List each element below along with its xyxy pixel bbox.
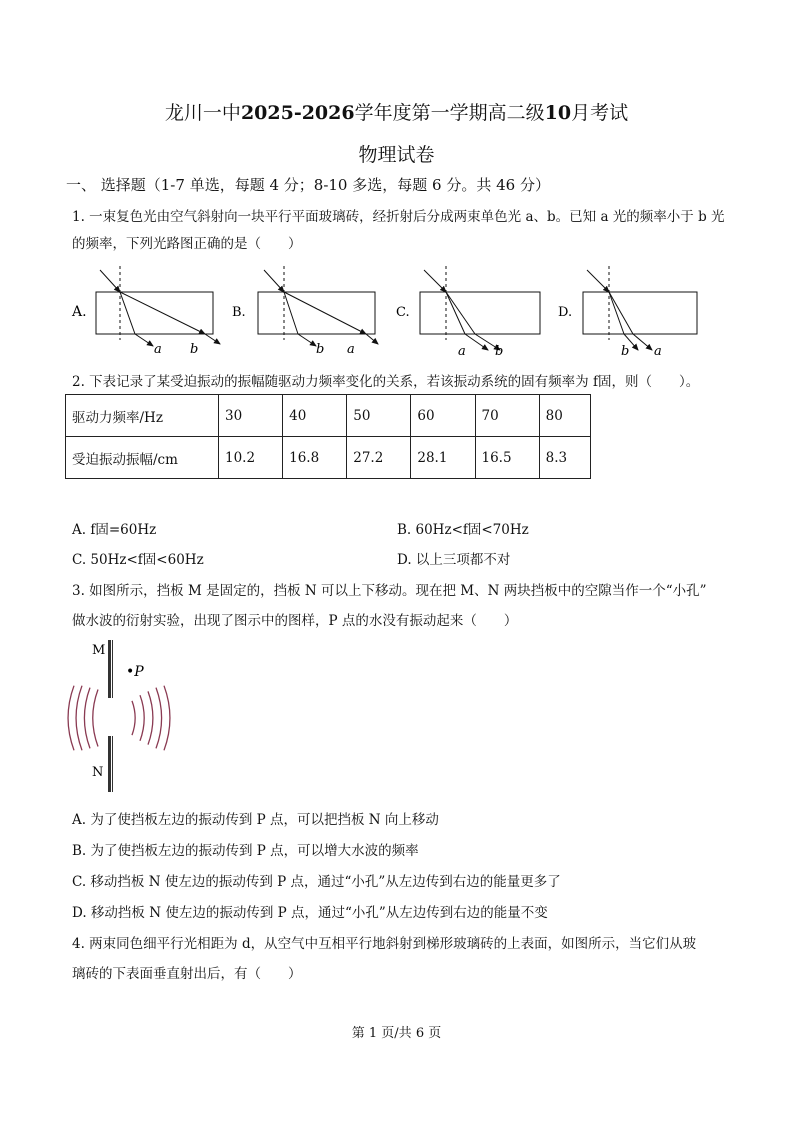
q2-line1: 2. 下表记录了某受迫振动的振幅随驱动力频率变化的关系，若该振动系统的固有频率为 f固，则（ ）。 [72,374,700,390]
table-cell: 受迫振动振幅/cm [66,437,219,479]
q1-a-ray-right: b [190,342,199,357]
label-p: •P [126,664,144,680]
q1-option-b-diagram [232,266,378,357]
q3-option-a: A. 为了使挡板左边的振动传到 P 点，可以把挡板 N 向上移动 [72,812,439,828]
label-n: N [92,765,104,780]
q1-line1: 1. 一束复色光由空气斜射向一块平行平面玻璃砖，经折射后分成两束单色光 a、b。已知 a 光的频率小于 b 光 [72,209,725,225]
incoming-wave-arc [76,686,82,751]
q3-option-d: D. 移动挡板 N 使左边的振动传到 P 点，通过“小孔”从左边传到右边的能量不变 [72,905,548,921]
q3-diagram [60,632,210,792]
table-cell: 16.5 [475,437,539,479]
q1-b-ray-right: a [347,342,355,357]
q1-a-ray-left: a [154,342,162,357]
incoming-wave-arc [84,688,90,749]
q1-option-a-diagram [71,266,220,357]
table-cell: 8.3 [539,437,590,479]
table-cell: 驱动力频率/Hz [66,395,219,437]
diffracted-wave-arc [164,686,170,751]
incoming-wave-arc [68,686,74,751]
q1-c-ray-left: a [458,344,466,359]
q1-line2: 的频率，下列光路图正确的是（ ） [72,236,302,252]
title-mid: 学年度第一学期高二级 [354,102,545,124]
q1-d-ray-right: a [654,344,662,359]
q2-option-b: B. 60Hz<f固<70Hz [397,522,529,538]
table-cell: 30 [219,395,283,437]
diffracted-wave-arc [148,691,153,744]
q3-line1: 3. 如图所示，挡板 M 是固定的，挡板 N 可以上下移动。现在把 M、N 两块挡板中的空隙当作一个“小孔” [72,583,707,599]
title-month: 10 [544,102,572,124]
diffracted-wave-arc [132,701,135,735]
table-row [66,395,591,437]
q2-option-a: A. f固=60Hz [72,522,157,538]
table-cell: 27.2 [347,437,411,479]
exam-subtitle: 物理试卷 [358,144,435,166]
q1-option-c-diagram [396,266,540,359]
q1-option-b-label: B. [232,305,246,320]
q3-option-c: C. 移动挡板 N 使左边的振动传到 P 点，通过“小孔”从左边传到右边的能量更多了 [72,874,561,890]
q1-option-a-label: A. [72,304,87,320]
q2-table [65,394,591,479]
q1-c-ray-right: b [495,344,504,359]
table-cell: 50 [347,395,411,437]
diffracted-wave-arc [156,688,162,749]
q4-line2: 璃砖的下表面垂直射出后，有（ ） [72,966,302,982]
table-cell: 16.8 [283,437,347,479]
label-m: M [92,643,106,658]
q4-line1: 4. 两束同色细平行光相距为 d，从空气中互相平行地斜射到梯形玻璃砖的上表面，如图所示，当它们从玻 [72,936,697,952]
q1-b-ray-left: b [316,342,325,357]
q1-option-d-label: D. [558,305,573,320]
table-cell: 60 [411,395,475,437]
table-cell: 40 [283,395,347,437]
incoming-wave-arc [93,690,98,747]
q1-option-c-label: C. [396,305,410,320]
title-suffix: 月考试 [571,102,629,124]
exam-title [0,98,793,125]
q3-option-b: B. 为了使挡板左边的振动传到 P 点，可以增大水波的频率 [72,843,419,859]
title-year: 2025-2026 [240,102,355,124]
q1-option-d-diagram [558,266,697,359]
q1-d-ray-left: b [621,344,630,359]
table-cell: 70 [475,395,539,437]
page-footer: 第 1 页/共 6 页 [351,1026,442,1041]
table-cell: 28.1 [411,437,475,479]
title-school: 龙川一中 [164,102,241,124]
section-heading: 一、 选择题（1-7 单选，每题 4 分；8-10 多选，每题 6 分。共 46 分） [66,176,550,194]
diffracted-wave-arc [140,695,144,741]
q2-option-d: D. 以上三项都不对 [397,552,511,568]
q1-diagrams [60,262,740,362]
q3-line2: 做水波的衍射实验，出现了图示中的图样，P 点的水没有振动起来（ ） [72,613,518,629]
table-cell: 80 [539,395,590,437]
table-row [66,437,591,479]
q2-option-c: C. 50Hz<f固<60Hz [72,552,204,568]
table-cell: 10.2 [219,437,283,479]
